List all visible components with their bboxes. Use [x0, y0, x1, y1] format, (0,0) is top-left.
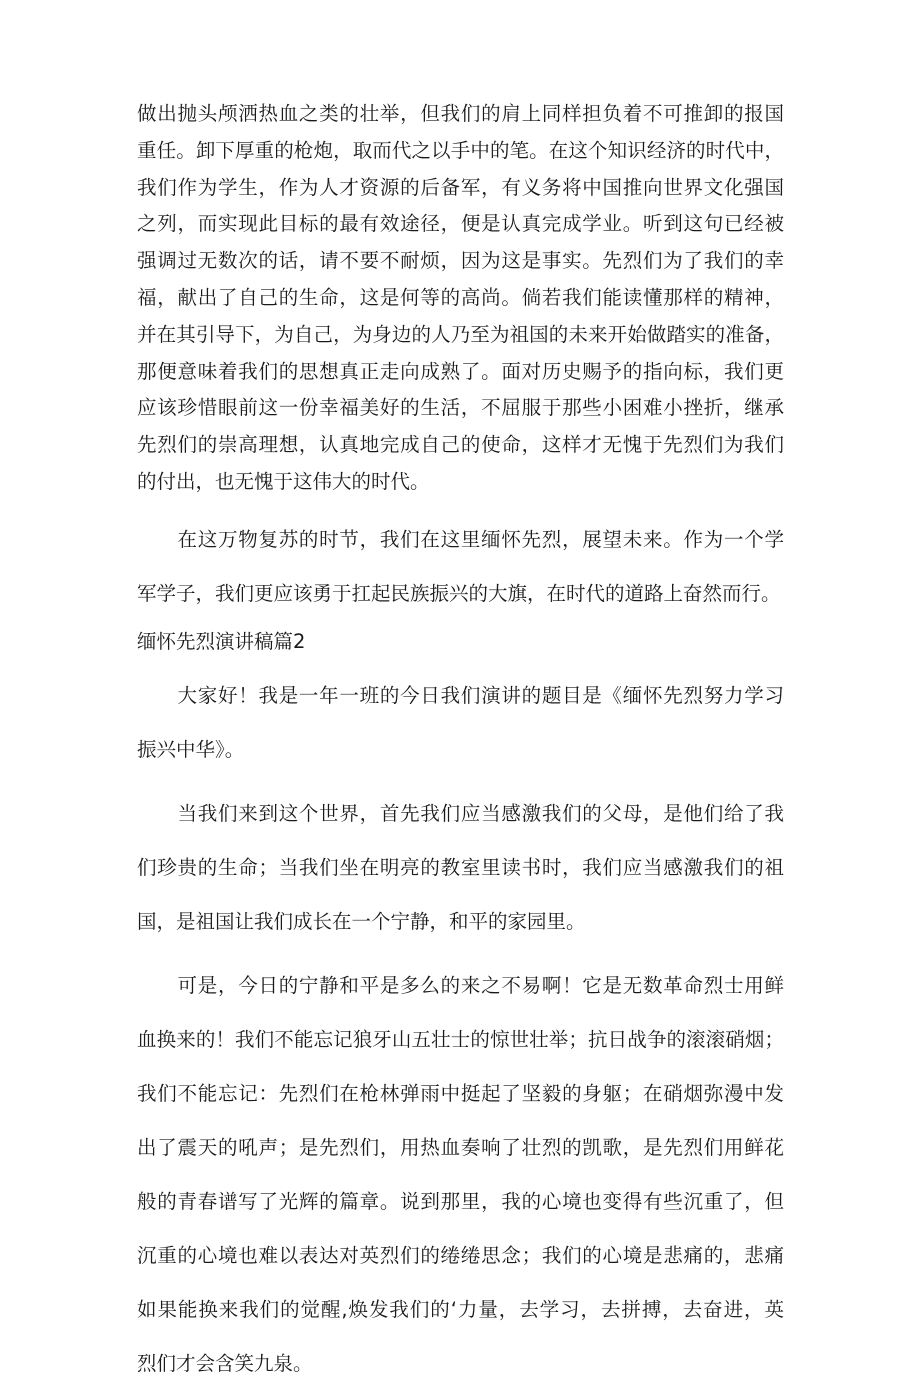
- text-line: 强调过无数次的话，请不要不耐烦，因为这是事实。先烈们为了我们的幸: [137, 249, 784, 273]
- text-line: 烈们才会含笑九泉。: [137, 1351, 313, 1375]
- text-line: 大家好！我是一年一班的今日我们演讲的题目是《缅怀先烈努力学习: [137, 683, 784, 707]
- paragraph-4: [137, 787, 784, 949]
- text-line: 我们作为学生，作为人才资源的后备军，有义务将中国推向世界文化强国: [137, 175, 784, 199]
- text-line: 我们不能忘记：先烈们在枪林弹雨中挺起了坚毅的身躯；在硝烟弥漫中发: [137, 1081, 784, 1105]
- text-line: 振兴中华》。: [137, 737, 245, 761]
- text-line: 应该珍惜眼前这一份幸福美好的生活，不屈服于那些小困难小挫折，继承: [137, 396, 784, 420]
- section-heading: 缅怀先烈演讲稿篇2: [137, 629, 306, 653]
- text-line: 并在其引导下，为自己，为身边的人乃至为祖国的未来开始做踏实的准备，: [137, 322, 784, 346]
- paragraph-5: [137, 959, 784, 1391]
- text-line: 们珍贵的生命；当我们坐在明亮的教室里读书时，我们应当感激我们的祖: [137, 855, 784, 879]
- text-line: 出了震天的吼声；是先烈们，用热血奏响了壮烈的凯歌，是先烈们用鲜花: [137, 1135, 784, 1159]
- text-line: 沉重的心境也难以表达对英烈们的绻绻思念；我们的心境是悲痛的，悲痛: [137, 1243, 784, 1267]
- paragraph-1: [137, 96, 784, 501]
- text-line: 重任。卸下厚重的枪炮，取而代之以手中的笔。在这个知识经济的时代中，: [137, 138, 784, 162]
- paragraph-3: [137, 669, 784, 777]
- text-line: 可是，今日的宁静和平是多么的来之不易啊！它是无数革命烈士用鲜: [137, 973, 784, 997]
- text-line: 军学子，我们更应该勇于扛起民族振兴的大旗，在时代的道路上奋然而行。: [137, 581, 781, 605]
- text-line: 那便意味着我们的思想真正走向成熟了。面对历史赐予的指向标，我们更: [137, 359, 784, 383]
- text-line: 如果能换来我们的觉醒,焕发我们的‘力量，去学习，去拼搏，去奋进，英: [137, 1297, 784, 1321]
- text-line: 先烈们的崇高理想，认真地完成自己的使命，这样才无愧于先烈们为我们: [137, 433, 784, 457]
- text-line: 在这万物复苏的时节，我们在这里缅怀先烈，展望未来。作为一个学: [137, 527, 784, 551]
- text-line: 之列，而实现此目标的最有效途径，便是认真完成学业。听到这句已经被: [137, 212, 784, 236]
- text-line: 做出抛头颅洒热血之类的壮举，但我们的肩上同样担负着不可推卸的报国: [137, 102, 784, 125]
- paragraph-2: [137, 513, 784, 621]
- text-line: 国，是祖国让我们成长在一个宁静，和平的家园里。: [137, 909, 586, 933]
- text-line: 当我们来到这个世界，首先我们应当感激我们的父母，是他们给了我: [137, 801, 784, 825]
- text-line: 血换来的！我们不能忘记狼牙山五壮士的惊世壮举；抗日战争的滚滚硝烟；: [137, 1027, 784, 1051]
- text-line: 的付出，也无愧于这伟大的时代。: [137, 469, 430, 493]
- text-line: 般的青春谱写了光辉的篇章。说到那里，我的心境也变得有些沉重了，但: [137, 1189, 784, 1213]
- text-line: 福，献出了自己的生命，这是何等的高尚。倘若我们能读懂那样的精神，: [137, 285, 784, 309]
